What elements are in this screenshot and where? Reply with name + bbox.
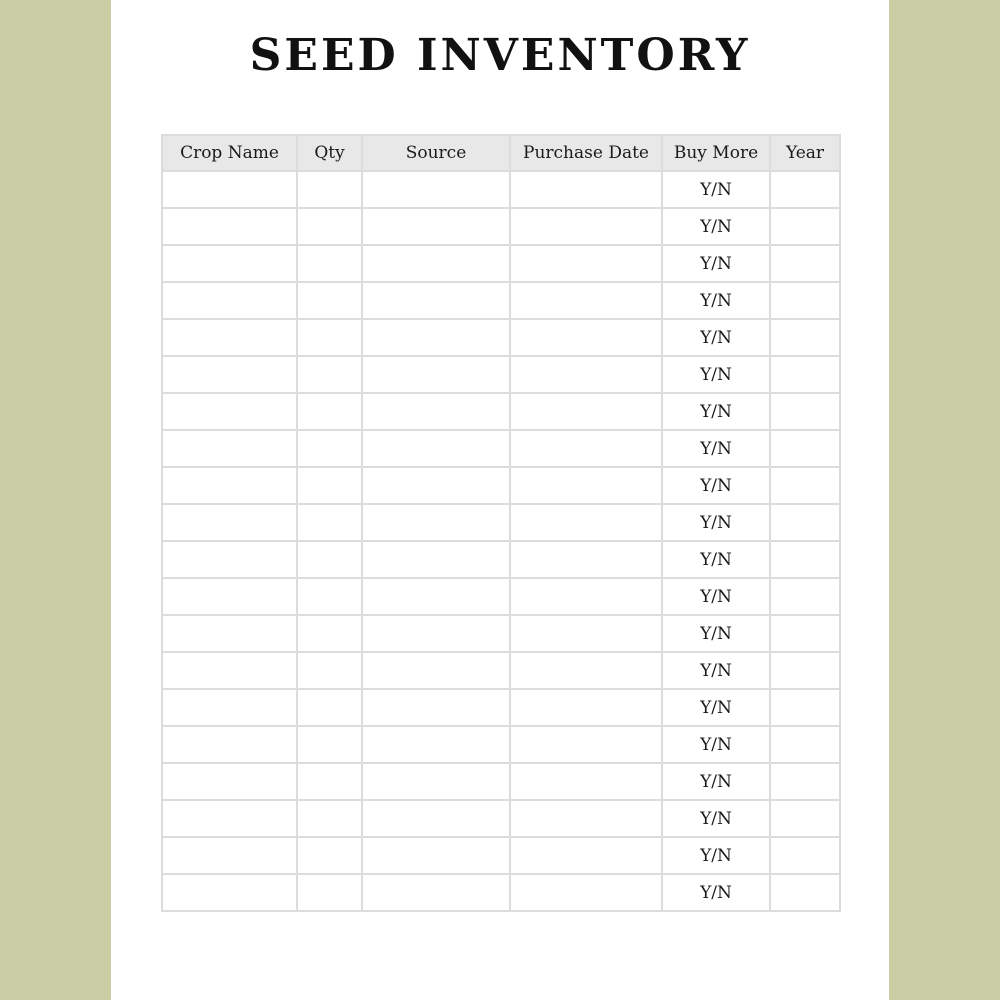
cell-crop-name[interactable] — [162, 319, 297, 356]
table-row — [162, 319, 840, 356]
cell-buy-more: Y/N — [662, 356, 770, 393]
cell-crop-name[interactable] — [162, 467, 297, 504]
cell-qty[interactable] — [297, 393, 362, 430]
cell-source[interactable] — [362, 800, 510, 837]
cell-source[interactable] — [362, 763, 510, 800]
cell-crop-name[interactable] — [162, 171, 297, 208]
cell-purchase-date[interactable] — [510, 430, 662, 467]
cell-buy-more: Y/N — [662, 689, 770, 726]
cell-year[interactable] — [770, 726, 840, 763]
page-title: SEED INVENTORY — [249, 30, 751, 81]
cell-buy-more: Y/N — [662, 282, 770, 319]
cell-purchase-date[interactable] — [510, 245, 662, 282]
cell-buy-more: Y/N — [662, 726, 770, 763]
cell-year[interactable] — [770, 282, 840, 319]
cell-source[interactable] — [362, 652, 510, 689]
cell-source[interactable] — [362, 393, 510, 430]
cell-source[interactable] — [362, 874, 510, 911]
cell-qty[interactable] — [297, 652, 362, 689]
cell-buy-more: Y/N — [662, 430, 770, 467]
cell-purchase-date[interactable] — [510, 800, 662, 837]
cell-year[interactable] — [770, 800, 840, 837]
column-header-year: Year — [770, 135, 840, 171]
worksheet-page — [111, 0, 889, 1000]
table-row — [162, 726, 840, 763]
cell-crop-name[interactable] — [162, 504, 297, 541]
cell-buy-more: Y/N — [662, 171, 770, 208]
cell-purchase-date[interactable] — [510, 356, 662, 393]
cell-crop-name[interactable] — [162, 689, 297, 726]
cell-crop-name[interactable] — [162, 615, 297, 652]
table-row — [162, 504, 840, 541]
cell-source[interactable] — [362, 504, 510, 541]
cell-qty[interactable] — [297, 282, 362, 319]
cell-qty[interactable] — [297, 467, 362, 504]
cell-buy-more: Y/N — [662, 874, 770, 911]
cell-purchase-date[interactable] — [510, 467, 662, 504]
column-header-purchase-date: Purchase Date — [510, 135, 662, 171]
cell-purchase-date[interactable] — [510, 652, 662, 689]
cell-purchase-date[interactable] — [510, 578, 662, 615]
cell-crop-name[interactable] — [162, 356, 297, 393]
cell-source[interactable] — [362, 689, 510, 726]
column-header-crop-name: Crop Name — [162, 135, 297, 171]
cell-purchase-date[interactable] — [510, 208, 662, 245]
table-row — [162, 282, 840, 319]
cell-source[interactable] — [362, 541, 510, 578]
cell-crop-name[interactable] — [162, 393, 297, 430]
table-row — [162, 652, 840, 689]
cell-buy-more: Y/N — [662, 393, 770, 430]
table-body — [162, 171, 840, 911]
cell-crop-name[interactable] — [162, 245, 297, 282]
column-header-qty: Qty — [297, 135, 362, 171]
cell-purchase-date[interactable] — [510, 726, 662, 763]
cell-year[interactable] — [770, 430, 840, 467]
cell-buy-more: Y/N — [662, 652, 770, 689]
cell-crop-name[interactable] — [162, 430, 297, 467]
cell-source[interactable] — [362, 282, 510, 319]
table-row — [162, 800, 840, 837]
cell-buy-more: Y/N — [662, 578, 770, 615]
cell-buy-more: Y/N — [662, 245, 770, 282]
table-row — [162, 837, 840, 874]
cell-qty[interactable] — [297, 689, 362, 726]
cell-qty[interactable] — [297, 837, 362, 874]
cell-purchase-date[interactable] — [510, 319, 662, 356]
cell-crop-name[interactable] — [162, 578, 297, 615]
cell-year[interactable] — [770, 245, 840, 282]
cell-buy-more: Y/N — [662, 800, 770, 837]
cell-purchase-date[interactable] — [510, 393, 662, 430]
cell-crop-name[interactable] — [162, 874, 297, 911]
cell-year[interactable] — [770, 504, 840, 541]
cell-buy-more: Y/N — [662, 208, 770, 245]
cell-crop-name[interactable] — [162, 282, 297, 319]
cell-crop-name[interactable] — [162, 800, 297, 837]
cell-year[interactable] — [770, 652, 840, 689]
table-row — [162, 208, 840, 245]
cell-source[interactable] — [362, 467, 510, 504]
cell-buy-more: Y/N — [662, 541, 770, 578]
cell-qty[interactable] — [297, 874, 362, 911]
cell-source[interactable] — [362, 356, 510, 393]
cell-source[interactable] — [362, 726, 510, 763]
cell-year[interactable] — [770, 874, 840, 911]
cell-purchase-date[interactable] — [510, 689, 662, 726]
table-header-row — [162, 135, 840, 171]
table-row — [162, 541, 840, 578]
cell-source[interactable] — [362, 171, 510, 208]
cell-year[interactable] — [770, 578, 840, 615]
cell-buy-more: Y/N — [662, 837, 770, 874]
cell-purchase-date[interactable] — [510, 541, 662, 578]
table-row — [162, 763, 840, 800]
cell-source[interactable] — [362, 430, 510, 467]
table-row — [162, 467, 840, 504]
table-row — [162, 874, 840, 911]
cell-crop-name[interactable] — [162, 763, 297, 800]
cell-purchase-date[interactable] — [510, 615, 662, 652]
cell-purchase-date[interactable] — [510, 837, 662, 874]
table-row — [162, 356, 840, 393]
table-row — [162, 578, 840, 615]
cell-buy-more: Y/N — [662, 504, 770, 541]
cell-year[interactable] — [770, 393, 840, 430]
cell-year[interactable] — [770, 356, 840, 393]
cell-source[interactable] — [362, 578, 510, 615]
cell-crop-name[interactable] — [162, 208, 297, 245]
cell-qty[interactable] — [297, 208, 362, 245]
cell-qty[interactable] — [297, 430, 362, 467]
table-row — [162, 689, 840, 726]
table-row — [162, 171, 840, 208]
cell-crop-name[interactable] — [162, 541, 297, 578]
cell-year[interactable] — [770, 541, 840, 578]
cell-qty[interactable] — [297, 726, 362, 763]
cell-crop-name[interactable] — [162, 726, 297, 763]
cell-purchase-date[interactable] — [510, 763, 662, 800]
cell-qty[interactable] — [297, 245, 362, 282]
cell-year[interactable] — [770, 837, 840, 874]
cell-crop-name[interactable] — [162, 837, 297, 874]
cell-buy-more: Y/N — [662, 467, 770, 504]
cell-buy-more: Y/N — [662, 615, 770, 652]
cell-crop-name[interactable] — [162, 652, 297, 689]
table-row — [162, 393, 840, 430]
cell-year[interactable] — [770, 208, 840, 245]
cell-purchase-date[interactable] — [510, 171, 662, 208]
cell-qty[interactable] — [297, 763, 362, 800]
cell-qty[interactable] — [297, 504, 362, 541]
cell-qty[interactable] — [297, 541, 362, 578]
cell-year[interactable] — [770, 615, 840, 652]
cell-qty[interactable] — [297, 356, 362, 393]
seed-inventory-table — [161, 134, 841, 912]
cell-year[interactable] — [770, 467, 840, 504]
cell-purchase-date[interactable] — [510, 504, 662, 541]
column-header-buy-more: Buy More — [662, 135, 770, 171]
cell-qty[interactable] — [297, 171, 362, 208]
cell-purchase-date[interactable] — [510, 282, 662, 319]
cell-purchase-date[interactable] — [510, 874, 662, 911]
cell-year[interactable] — [770, 171, 840, 208]
cell-buy-more: Y/N — [662, 763, 770, 800]
table-row — [162, 615, 840, 652]
cell-year[interactable] — [770, 763, 840, 800]
cell-qty[interactable] — [297, 615, 362, 652]
table-row — [162, 245, 840, 282]
cell-source[interactable] — [362, 615, 510, 652]
table-row — [162, 430, 840, 467]
cell-buy-more: Y/N — [662, 319, 770, 356]
cell-source[interactable] — [362, 319, 510, 356]
cell-source[interactable] — [362, 837, 510, 874]
cell-source[interactable] — [362, 208, 510, 245]
cell-qty[interactable] — [297, 800, 362, 837]
cell-source[interactable] — [362, 245, 510, 282]
column-header-source: Source — [362, 135, 510, 171]
cell-qty[interactable] — [297, 578, 362, 615]
cell-year[interactable] — [770, 689, 840, 726]
cell-year[interactable] — [770, 319, 840, 356]
cell-qty[interactable] — [297, 319, 362, 356]
